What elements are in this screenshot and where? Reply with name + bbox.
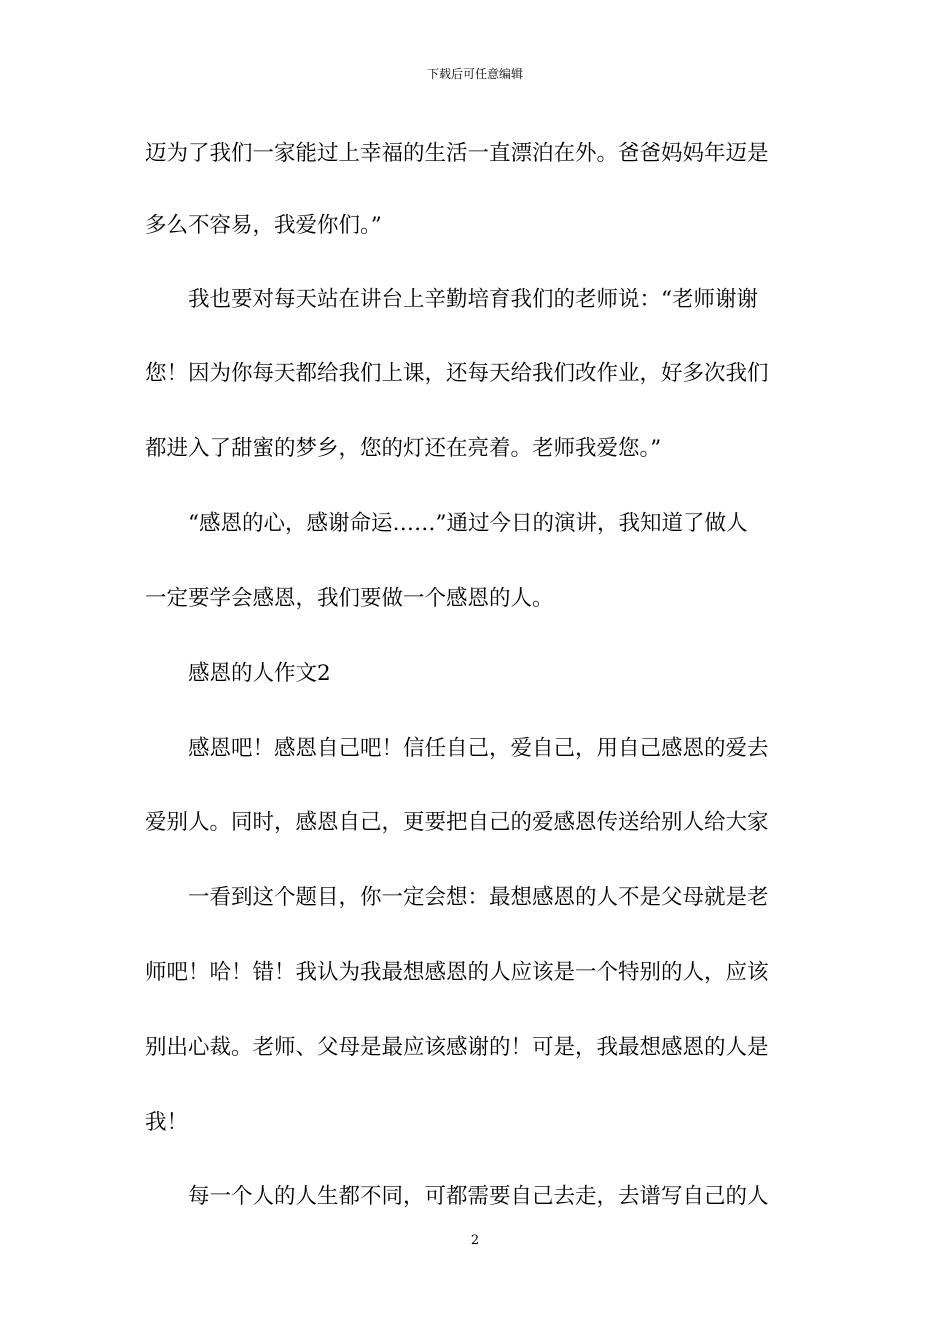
body-line: 迈为了我们一家能过上幸福的生活一直漂泊在外。爸爸妈妈年迈是 [145, 141, 769, 166]
body-line: 爱别人。同时，感恩自己，更要把自己的爱感恩传送给别人给大家 [145, 810, 769, 835]
body-line: 师吧！哈！错！我认为我最想感恩的人应该是一个特别的人，应该 [145, 960, 769, 985]
body-line: 每一个人的人生都不同，可都需要自己去走，去谱写自己的人 [188, 1184, 769, 1209]
body-line: 感恩吧！感恩自己吧！信任自己，爱自己，用自己感恩的爱去 [188, 736, 769, 761]
body-line: 我！ [145, 1110, 189, 1135]
body-line: “感恩的心，感谢命运……”通过今日的演讲，我知道了做人 [188, 511, 748, 536]
page-header: 下载后可任意编辑 [426, 67, 523, 81]
body-line: 都进入了甜蜜的梦乡，您的灯还在亮着。老师我爱您。” [145, 436, 662, 461]
body-line: 您！因为你每天都给我们上课，还每天给我们改作业，好多次我们 [145, 361, 769, 386]
body-line: 别出心裁。老师、父母是最应该感谢的！可是，我最想感恩的人是 [145, 1035, 769, 1060]
body-line: 一定要学会感恩，我们要做一个感恩的人。 [145, 586, 554, 611]
body-line: 一看到这个题目，你一定会想：最想感恩的人不是父母就是老 [188, 885, 769, 910]
page-number: 2 [470, 1233, 480, 1248]
body-line: 多么不容易，我爱你们。” [145, 213, 382, 238]
body-line: 我也要对每天站在讲台上辛勤培育我们的老师说：“老师谢谢 [188, 287, 758, 312]
section-title: 感恩的人作文2 [188, 661, 331, 686]
